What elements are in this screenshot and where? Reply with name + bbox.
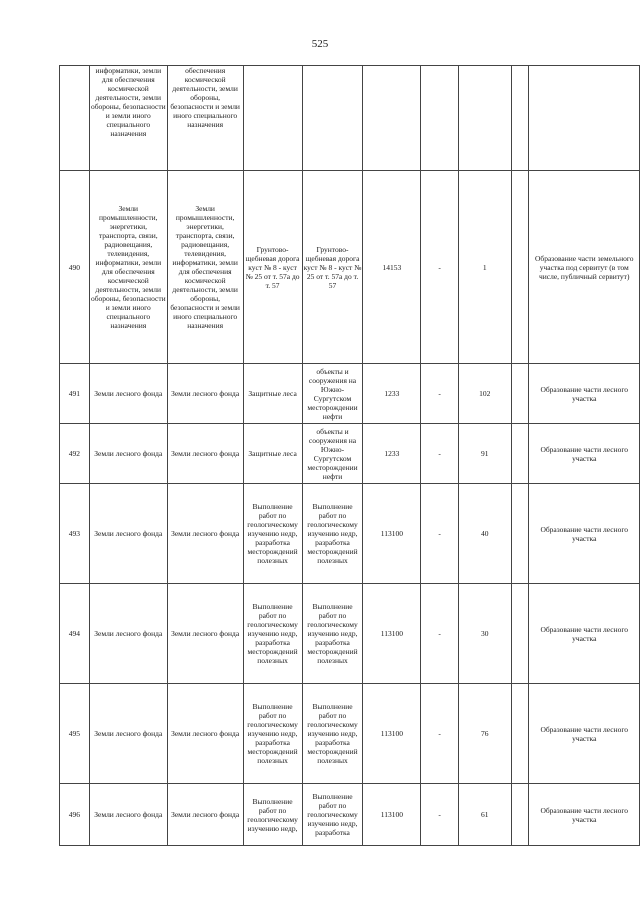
use-type: Защитные леса <box>243 364 302 424</box>
table-row <box>60 171 640 364</box>
object-name: объекты и сооружения на Южно-Сургутском месторождении нефти <box>302 364 363 424</box>
object-name: Выполнение работ по геологическому изучению недр, разработка <box>302 784 363 846</box>
col-8 <box>511 424 529 484</box>
code: 113100 <box>363 684 421 784</box>
col-6: - <box>421 584 459 684</box>
land-category: Земли промышленности, энергетики, транспорта, связи, радиовещания, телевидения, информатики, земли для обеспечения космической деятельности, земли обороны, безопасности и земли иного специального назначения <box>89 171 167 364</box>
col-6: - <box>421 171 459 364</box>
row-number: 495 <box>60 684 90 784</box>
row-number: 496 <box>60 784 90 846</box>
note: Образование части земельного участка под сервитут (в том числе, публичный сервитут) <box>529 171 640 364</box>
land-category: информатики, земли для обеспечения космической деятельности, земли обороны, безопасности и земли иного специального назначения <box>89 66 167 171</box>
col-8 <box>511 364 529 424</box>
col-8 <box>511 66 529 171</box>
col-8 <box>511 784 529 846</box>
land-category-use: Земли лесного фонда <box>167 584 243 684</box>
code: 113100 <box>363 484 421 584</box>
col-8 <box>511 584 529 684</box>
land-category-use: Земли лесного фонда <box>167 784 243 846</box>
note: Образование части лесного участка <box>529 584 640 684</box>
table-row <box>60 424 640 484</box>
use-type: Выполнение работ по геологическому изучению недр, разработка месторождений полезных <box>243 484 302 584</box>
note: Образование части лесного участка <box>529 424 640 484</box>
row-number: 490 <box>60 171 90 364</box>
table-row <box>60 784 640 846</box>
col-6: - <box>421 684 459 784</box>
object-name: Грунтово-щебневая дорога куст № 8 - куст № 25 от т. 57а до т. 57 <box>302 171 363 364</box>
use-type <box>243 66 302 171</box>
land-category: Земли лесного фонда <box>89 364 167 424</box>
code: 1233 <box>363 424 421 484</box>
land-category: Земли лесного фонда <box>89 784 167 846</box>
area: 1 <box>458 171 511 364</box>
land-category-use: обеспечения космической деятельности, земли обороны, безопасности и земли иного специального назначения <box>167 66 243 171</box>
code <box>363 66 421 171</box>
land-category: Земли лесного фонда <box>89 584 167 684</box>
code: 14153 <box>363 171 421 364</box>
row-number: 491 <box>60 364 90 424</box>
col-6 <box>421 66 459 171</box>
area: 30 <box>458 584 511 684</box>
use-type: Защитные леса <box>243 424 302 484</box>
area: 61 <box>458 784 511 846</box>
land-category-use: Земли лесного фонда <box>167 424 243 484</box>
object-name: Выполнение работ по геологическому изучению недр, разработка месторождений полезных <box>302 684 363 784</box>
use-type: Выполнение работ по геологическому изучению недр, разработка месторождений полезных <box>243 584 302 684</box>
row-number: 493 <box>60 484 90 584</box>
code: 113100 <box>363 784 421 846</box>
code: 113100 <box>363 584 421 684</box>
page-number: 525 <box>311 38 329 50</box>
object-name: Выполнение работ по геологическому изучению недр, разработка месторождений полезных <box>302 484 363 584</box>
area <box>458 66 511 171</box>
note: Образование части лесного участка <box>529 364 640 424</box>
land-category: Земли лесного фонда <box>89 684 167 784</box>
note <box>529 66 640 171</box>
use-type: Выполнение работ по геологическому изучению недр, <box>243 784 302 846</box>
area: 102 <box>458 364 511 424</box>
note: Образование части лесного участка <box>529 784 640 846</box>
col-6: - <box>421 784 459 846</box>
col-6: - <box>421 364 459 424</box>
table-row <box>60 684 640 784</box>
note: Образование части лесного участка <box>529 484 640 584</box>
table-row <box>60 484 640 584</box>
col-8 <box>511 484 529 584</box>
row-number: 494 <box>60 584 90 684</box>
object-name: Выполнение работ по геологическому изучению недр, разработка месторождений полезных <box>302 584 363 684</box>
area: 40 <box>458 484 511 584</box>
row-number <box>60 66 90 171</box>
land-category-use: Земли промышленности, энергетики, транспорта, связи, радиовещания, телевидения, информатики, земли для обеспечения космической деятельности, земли обороны, безопасности и земли иного специального назначения <box>167 171 243 364</box>
land-category-use: Земли лесного фонда <box>167 364 243 424</box>
object-name: объекты и сооружения на Южно-Сургутском месторождении нефти <box>302 424 363 484</box>
col-8 <box>511 684 529 784</box>
row-number: 492 <box>60 424 90 484</box>
land-plots-table <box>59 65 640 846</box>
land-category: Земли лесного фонда <box>89 424 167 484</box>
land-category: Земли лесного фонда <box>89 484 167 584</box>
table-row <box>60 66 640 171</box>
area: 76 <box>458 684 511 784</box>
note: Образование части лесного участка <box>529 684 640 784</box>
col-8 <box>511 171 529 364</box>
table-row <box>60 364 640 424</box>
land-category-use: Земли лесного фонда <box>167 684 243 784</box>
use-type: Выполнение работ по геологическому изучению недр, разработка месторождений полезных <box>243 684 302 784</box>
object-name <box>302 66 363 171</box>
area: 91 <box>458 424 511 484</box>
col-6: - <box>421 484 459 584</box>
code: 1233 <box>363 364 421 424</box>
col-6: - <box>421 424 459 484</box>
use-type: Грунтово-щебневая дорога куст № 8 - куст № 25 от т. 57а до т. 57 <box>243 171 302 364</box>
table-row <box>60 584 640 684</box>
land-category-use: Земли лесного фонда <box>167 484 243 584</box>
